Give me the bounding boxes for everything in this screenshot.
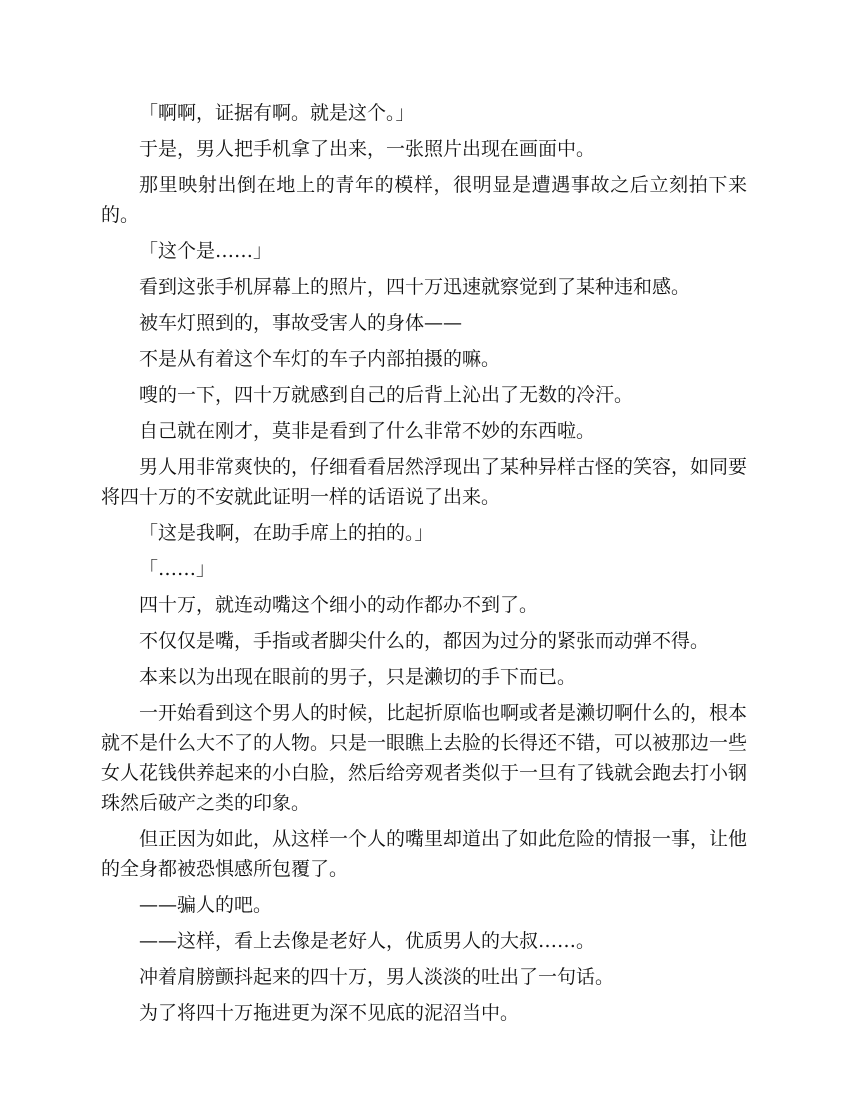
paragraph: 不是从有着这个车灯的车子内部拍摄的嘛。 (139, 348, 501, 370)
paragraph: 男人用非常爽快的，仔细看看居然浮现出了某种异样古怪的笑容，如同要将四十万的不安就此证明一样的话语说了出来。 (101, 456, 748, 508)
paragraph: 自己就在刚才，莫非是看到了什么非常不妙的东西啦。 (139, 420, 596, 442)
paragraph: 于是，男人把手机拿了出来，一张照片出现在画面中。 (139, 138, 596, 160)
paragraph: 不仅仅是嘴，手指或者脚尖什么的，都因为过分的紧张而动弹不得。 (139, 630, 710, 652)
paragraph: 嗖的一下，四十万就感到自己的后背上沁出了无数的冷汗。 (139, 384, 634, 406)
paragraph: ——骗人的吧。 (139, 894, 273, 916)
paragraph: 「这个是……」 (139, 240, 273, 262)
paragraph: 那里映射出倒在地上的青年的模样，很明显是遭遇事故之后立刻拍下来的。 (101, 174, 747, 226)
paragraph: 「啊啊，证据有啊。就是这个。」 (139, 102, 415, 124)
paragraph: 一开始看到这个男人的时候，比起折原临也啊或者是濑切啊什么的，根本就不是什么大不了的人物。只是一眼瞧上去脸的长得还不错，可以被那边一些女人花钱供养起来的小白脸，然后给旁观者类似于一旦有了钱就会跑去打小钢珠然后破产之类的印象。 (101, 702, 748, 814)
document-body (101, 98, 747, 1034)
paragraph: 「这是我啊，在助手席上的拍的。」 (139, 522, 434, 544)
paragraph: 看到这张手机屏幕上的照片，四十万迅速就察觉到了某种违和感。 (139, 276, 691, 298)
paragraph: 「……」 (139, 558, 216, 580)
paragraph: 但正因为如此，从这样一个人的嘴里却道出了如此危险的情报一事，让他的全身都被恐惧感所包覆了。 (101, 828, 748, 880)
paragraph: 本来以为出现在眼前的男子，只是濑切的手下而已。 (139, 666, 577, 688)
paragraph: 被车灯照到的，事故受害人的身体—— (139, 312, 463, 334)
paragraph: 为了将四十万拖进更为深不见底的泥沼当中。 (139, 1002, 520, 1024)
paragraph: ——这样，看上去像是老好人，优质男人的大叔……。 (139, 930, 596, 952)
paragraph: 四十万，就连动嘴这个细小的动作都办不到了。 (139, 594, 539, 616)
paragraph: 冲着肩膀颤抖起来的四十万，男人淡淡的吐出了一句话。 (139, 966, 615, 988)
